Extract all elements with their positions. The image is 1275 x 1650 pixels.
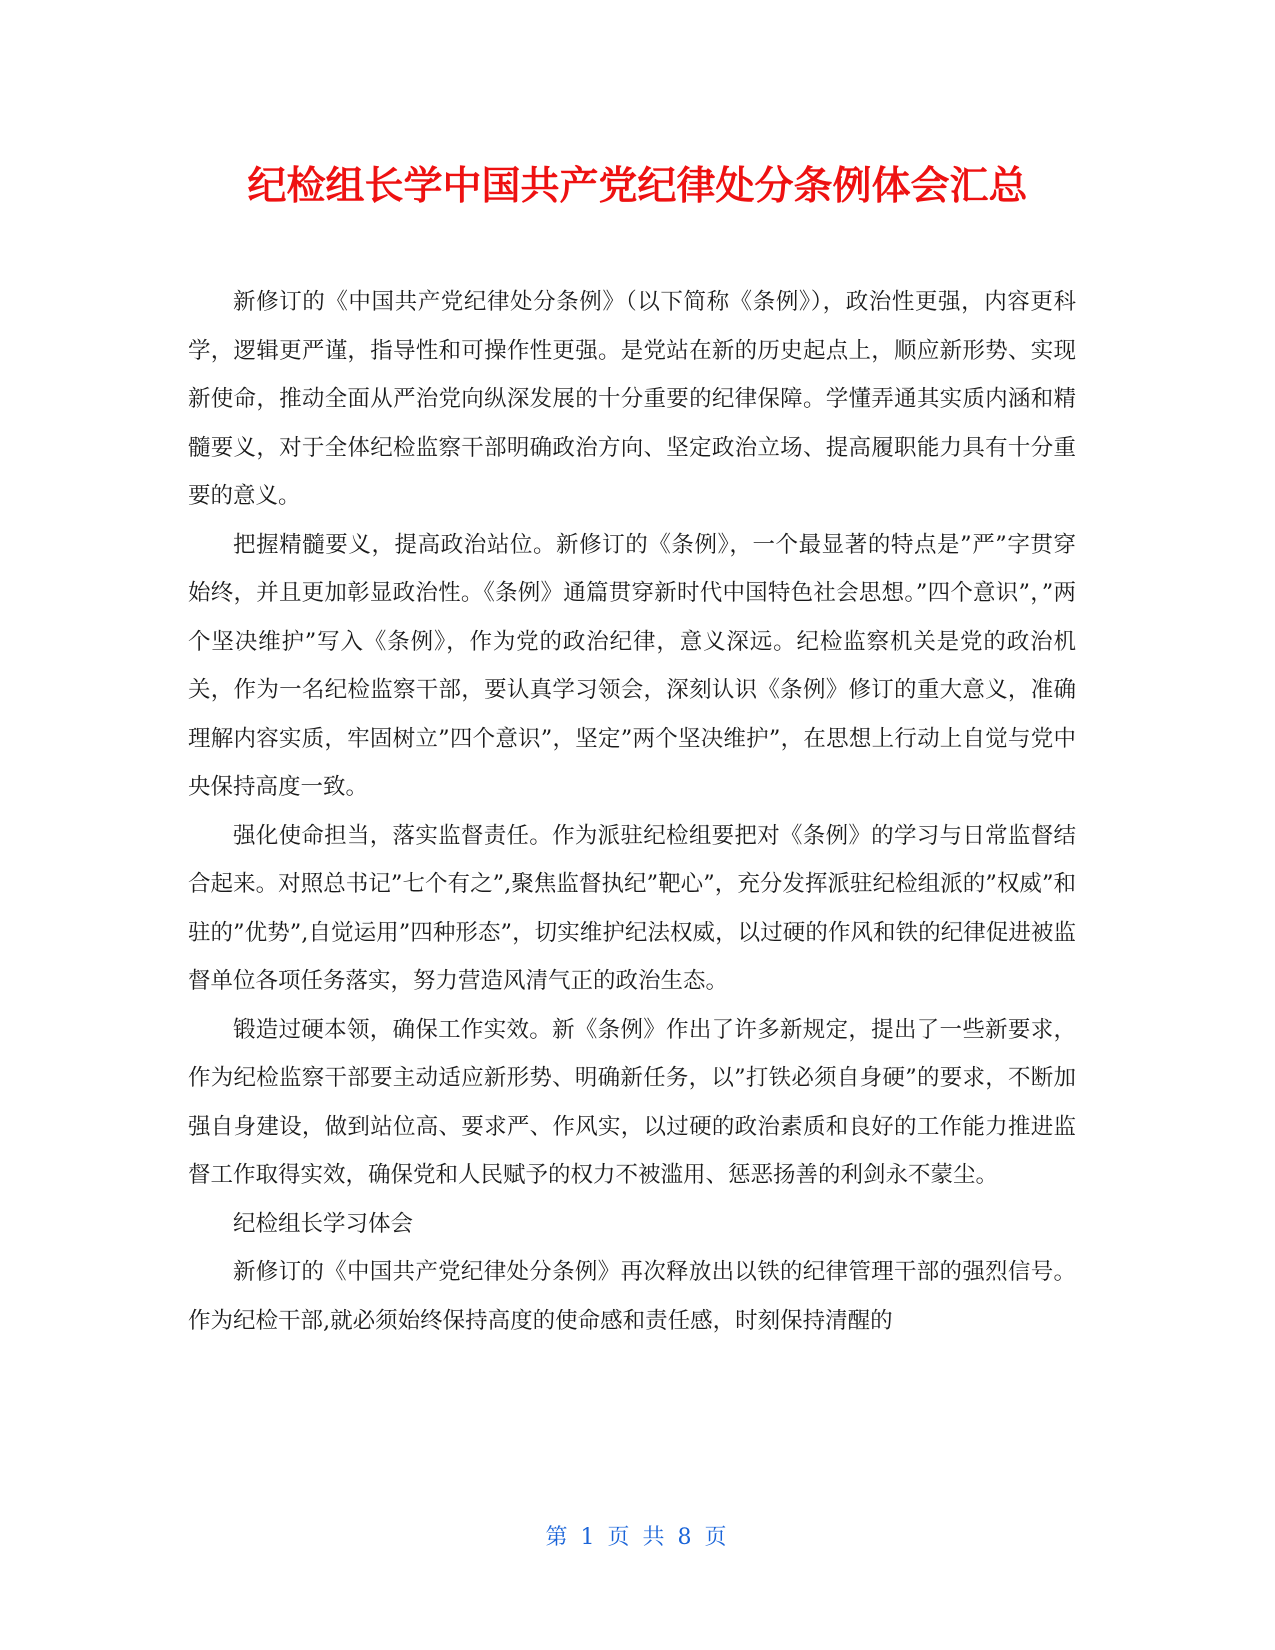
document-body xyxy=(188,278,1076,1345)
paragraph-work-ability: 锻造过硬本领，确保工作实效。新《条例》作出了许多新规定，提出了一些新要求，作为纪检监察干部要主动适应新形势、明确新任务，以”打铁必须自身硬”的要求，不断加强自身建设，做到站位高、要求严、作风实，以过硬的政治素质和良好的工作能力推进监督工作取得实效，确保党和人民赋予的权力不被滥用、惩恶扬善的利剑永不蒙尘。 xyxy=(188,1016,1076,1188)
paragraph-intro: 新修订的《中国共产党纪律处分条例》（以下简称《条例》），政治性更强，内容更科学，逻辑更严谨，指导性和可操作性更强。是党站在新的历史起点上，顺应新形势、实现新使命，推动全面从严治党向纵深发展的十分重要的纪律保障。学懂弄通其实质内涵和精髓要义，对于全体纪检监察干部明确政治方向、坚定政治立场、提高履职能力具有十分重要的意义。 xyxy=(188,289,1076,509)
paragraph-political-stance: 把握精髓要义，提高政治站位。新修订的《条例》，一个最显著的特点是”严”字贯穿始终，并且更加彰显政治性。《条例》通篇贯穿新时代中国特色社会思想。”四个意识”，”两个坚决维护”写入《条例》，作为党的政治纪律，意义深远。纪检监察机关是党的政治机关，作为一名纪检监察干部，要认真学习领会，深刻认识《条例》修订的重大意义，准确理解内容实质，牢固树立”四个意识”，坚定”两个坚决维护”，在思想上行动上自觉与党中央保持高度一致。 xyxy=(188,531,1076,800)
paragraph-second-essay: 新修订的《中国共产党纪律处分条例》再次释放出以铁的纪律管理干部的强烈信号。作为纪检干部,就必须始终保持高度的使命感和责任感，时刻保持清醒的 xyxy=(188,1259,1076,1334)
section-subheading: 纪检组长学习体会 xyxy=(233,1210,414,1237)
page-number-footer: 第 1 页 共 8 页 xyxy=(545,1525,730,1550)
paragraph-supervision-duty: 强化使命担当，落实监督责任。作为派驻纪检组要把对《条例》的学习与日常监督结合起来。对照总书记”七个有之”,聚焦监督执纪”靶心”，充分发挥派驻纪检组派的”权威”和驻的”优势”,自觉运用”四种形态”，切实维护纪法权威，以过硬的作风和铁的纪律促进被监督单位各项任务落实，努力营造风清气正的政治生态。 xyxy=(188,822,1076,994)
document-title: 纪检组长学中国共产党纪律处分条例体会汇总 xyxy=(247,164,1028,209)
